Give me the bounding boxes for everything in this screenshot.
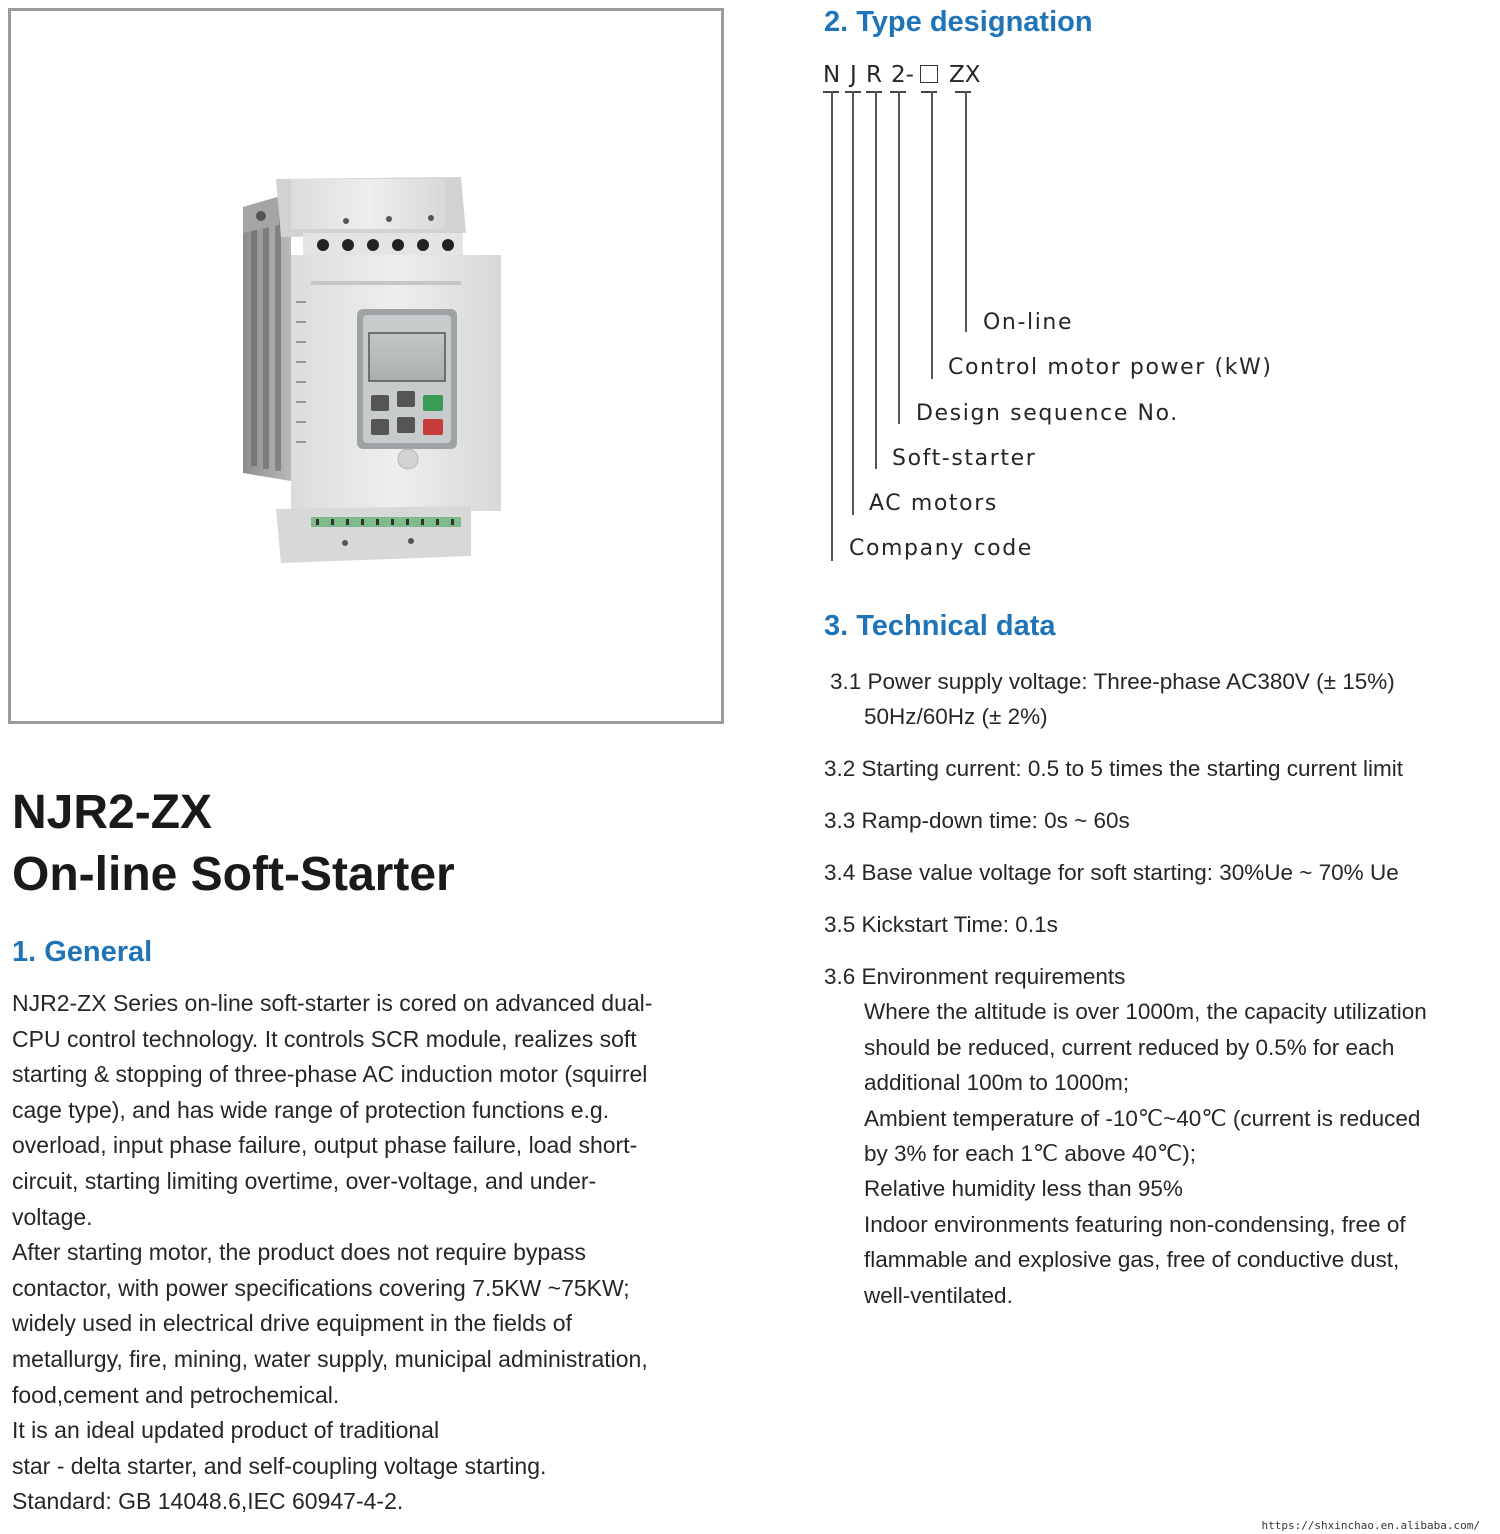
general-line: food,cement and petrochemical. <box>12 1381 340 1408</box>
general-line: overload, input phase failure, output phase failure, load short- <box>12 1132 638 1159</box>
tech-item-3-3: 3.3 Ramp-down time: 0s ~ 60s <box>824 808 1130 834</box>
technical-data-heading: 3. Technical data <box>824 610 1056 642</box>
code-label-sequence: Design sequence No. <box>916 401 1179 426</box>
env-line: flammable and explosive gas, free of conductive dust, <box>864 1247 1400 1273</box>
soft-starter-illustration <box>11 11 721 721</box>
code-label-company: Company code <box>849 536 1033 561</box>
tech-item-3-5: 3.5 Kickstart Time: 0.1s <box>824 912 1058 938</box>
tech-item-text: 3.1 Power supply voltage: Three-phase AC380V (± 15%) <box>830 669 1395 694</box>
tech-item-text: 3.6 Environment requirements <box>824 963 1126 989</box>
code-label-ac-motors: AC motors <box>869 491 998 516</box>
env-line: Relative humidity less than 95% <box>864 1176 1183 1202</box>
product-name: On-line Soft-Starter <box>12 848 455 901</box>
general-line: CPU control technology. It controls SCR module, realizes soft <box>12 1025 637 1052</box>
code-tick <box>921 91 937 93</box>
code-tick <box>866 91 882 93</box>
env-line: by 3% for each 1℃ above 40℃); <box>864 1140 1196 1166</box>
env-line: Where the altitude is over 1000m, the capacity utilization <box>864 999 1427 1025</box>
tech-item-3-2: 3.2 Starting current: 0.5 to 5 times the starting current limit <box>824 756 1404 782</box>
general-line: metallurgy, fire, mining, water supply, municipal administration, <box>12 1345 648 1372</box>
general-line: cage type), and has wide range of protection functions e.g. <box>12 1096 610 1123</box>
env-line: Ambient temperature of -10℃~40℃ (current is reduced <box>864 1105 1421 1131</box>
general-line: contactor, with power specifications covering 7.5KW ~75KW; <box>12 1274 630 1301</box>
product-model: NJR2-ZX <box>12 786 213 839</box>
leader-line-softstarter <box>875 91 877 469</box>
tech-item-3-6 <box>824 959 1500 1313</box>
code-label-power: Control motor power (kW) <box>948 355 1273 380</box>
general-line: It is an ideal updated product of traditional <box>12 1417 440 1444</box>
env-line: well-ventilated. <box>864 1282 1013 1308</box>
general-line: Standard: GB 14048.6,IEC 60947-4-2. <box>12 1488 404 1515</box>
code-letter-j: J <box>850 62 857 88</box>
product-photo-frame <box>8 8 724 724</box>
code-label-softstarter: Soft-starter <box>892 446 1037 471</box>
code-power-placeholder-box <box>920 65 938 83</box>
tech-item-3-1 <box>824 664 1500 735</box>
general-line: circuit, starting limiting overtime, over-voltage, and under- <box>12 1167 597 1194</box>
general-body <box>12 986 732 1520</box>
leader-line-ac <box>852 91 854 515</box>
code-label-online: On-line <box>983 310 1074 335</box>
product-title <box>12 782 455 906</box>
leader-line-company <box>831 91 833 561</box>
code-letter-zx: ZX <box>949 62 981 88</box>
leader-line-sequence <box>898 91 900 424</box>
leader-line-online <box>965 91 967 332</box>
env-line: should be reduced, current reduced by 0.5% for each <box>864 1034 1395 1060</box>
env-line: additional 100m to 1000m; <box>864 1070 1130 1096</box>
tech-item-text: 50Hz/60Hz (± 2%) <box>864 704 1048 730</box>
code-letter-r: R <box>866 62 882 88</box>
general-line: voltage. <box>12 1203 93 1230</box>
type-designation-heading: 2. Type designation <box>824 6 1093 38</box>
store-url-link[interactable]: https://shxinchao.en.alibaba.com/ <box>1261 1519 1480 1532</box>
code-letter-n: N <box>823 62 841 88</box>
code-letter-2: 2- <box>891 62 914 88</box>
general-heading: 1. General <box>12 936 153 968</box>
leader-line-power <box>931 91 933 379</box>
general-line: NJR2-ZX Series on-line soft-starter is cored on advanced dual- <box>12 990 653 1016</box>
general-line: After starting motor, the product does not require bypass <box>12 1239 587 1266</box>
tech-item-3-4: 3.4 Base value voltage for soft starting: 30%Ue ~ 70% Ue <box>824 860 1399 886</box>
general-line: widely used in electrical drive equipment in the fields of <box>12 1310 572 1337</box>
technical-data-list <box>824 664 1500 1330</box>
general-line: starting & stopping of three-phase AC induction motor (squirrel <box>12 1061 648 1088</box>
general-line: star - delta starter, and self-coupling voltage starting. <box>12 1452 547 1479</box>
env-line: Indoor environments featuring non-condensing, free of <box>864 1211 1406 1237</box>
code-tick <box>955 91 971 93</box>
